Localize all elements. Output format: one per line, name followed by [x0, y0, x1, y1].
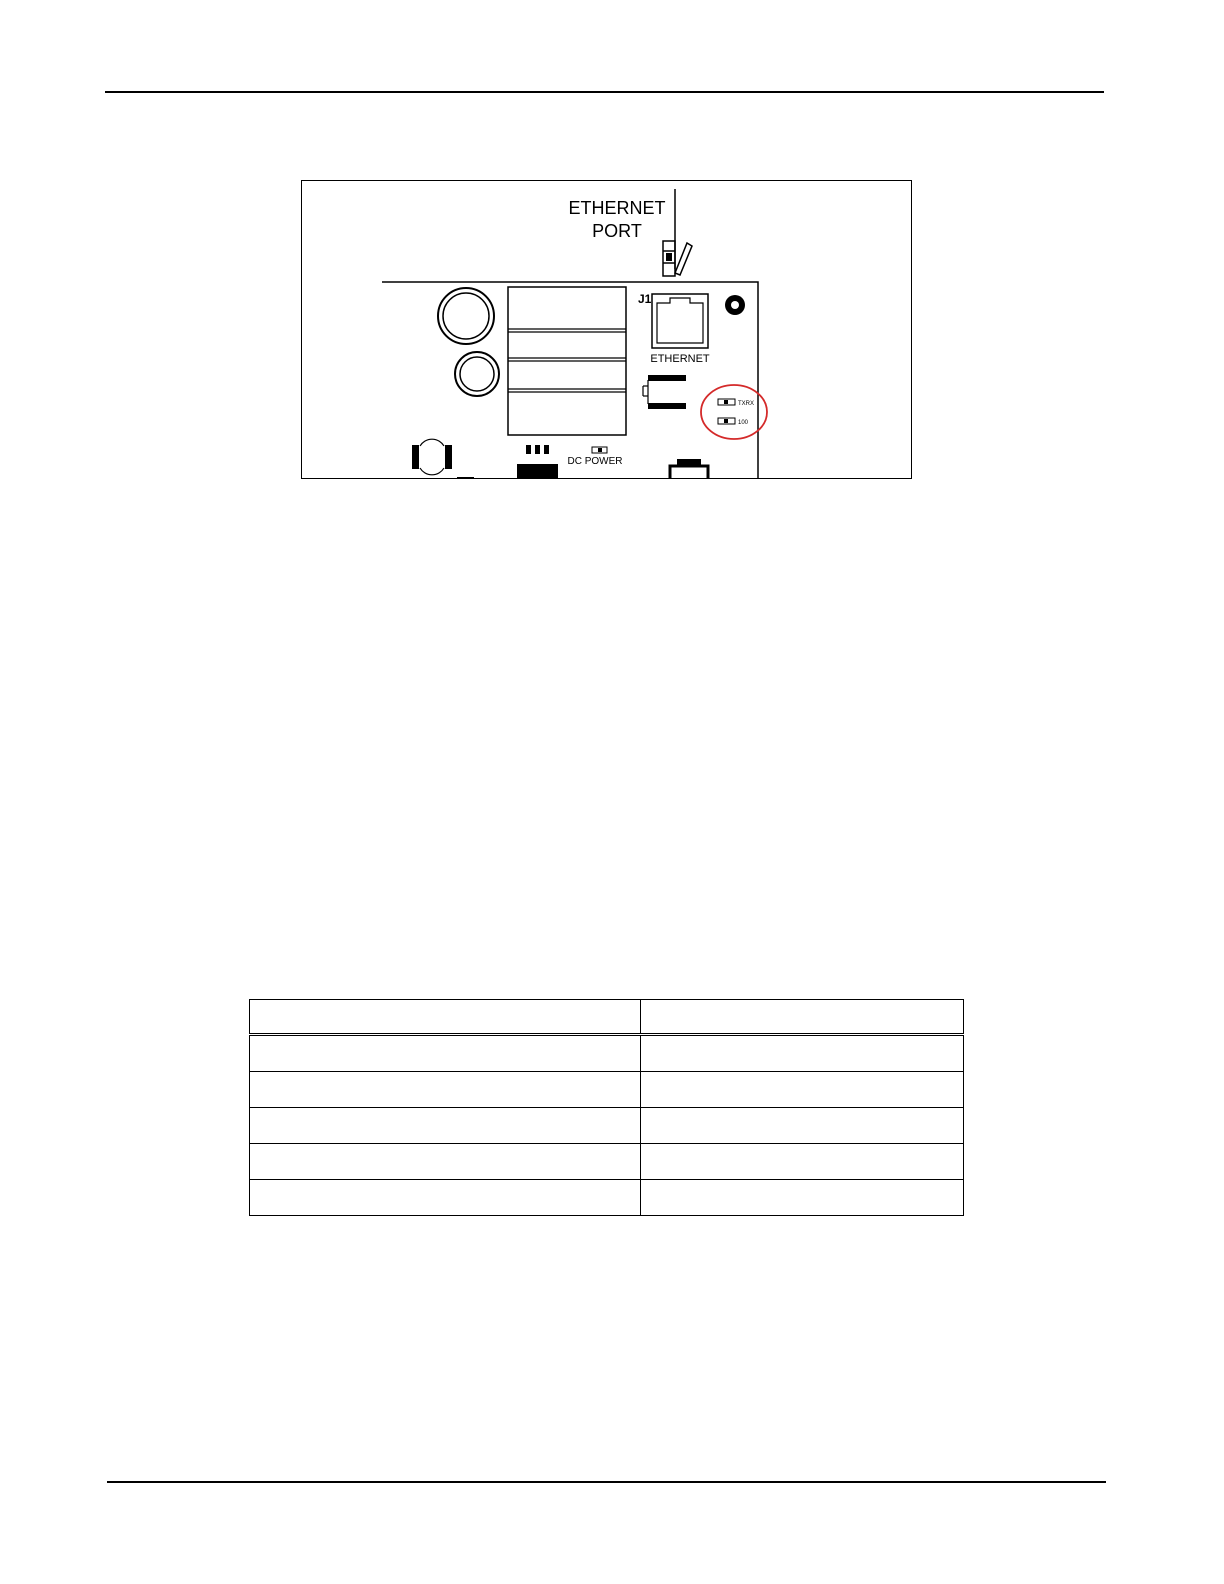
table-header-row — [250, 1000, 964, 1035]
dc-power-label: DC POWER — [567, 456, 623, 467]
table-header-cell — [250, 1000, 641, 1035]
dc-power-connector-icon — [517, 445, 558, 479]
table-cell — [250, 1144, 641, 1180]
capacitor-large-icon — [438, 288, 494, 344]
terminal-connector-icon — [412, 439, 474, 478]
led-100-indicator — [718, 418, 735, 424]
ethernet-plug-icon — [663, 241, 692, 276]
table-cell — [250, 1035, 641, 1072]
table-cell — [641, 1180, 964, 1216]
led-txrx-label: TXRX — [738, 401, 755, 407]
table-row — [250, 1144, 964, 1180]
table-header-cell — [641, 1000, 964, 1035]
table-cell — [641, 1035, 964, 1072]
led-highlight-circle — [701, 385, 767, 439]
led-txrx-indicator — [718, 399, 735, 405]
board-diagram-figure — [301, 180, 912, 479]
table-row — [250, 1035, 964, 1072]
dc-power-led-icon — [592, 447, 607, 453]
ethernet-jack-icon — [652, 294, 708, 348]
table-row — [250, 1108, 964, 1144]
table-cell — [250, 1072, 641, 1108]
mounting-hole-icon — [725, 295, 745, 315]
connector-name-label: ETHERNET — [650, 353, 710, 365]
table-cell — [250, 1108, 641, 1144]
callout-label-line1: ETHERNET — [568, 198, 666, 218]
connector-ref-label: J1 — [638, 292, 652, 306]
data-table — [249, 999, 964, 1216]
footer-rule — [107, 1481, 1106, 1483]
header-rule — [105, 91, 1104, 93]
heatsink-icon — [508, 287, 626, 435]
table-cell — [250, 1180, 641, 1216]
table-cell — [641, 1108, 964, 1144]
callout-label-line2: PORT — [592, 221, 642, 241]
table-cell — [641, 1144, 964, 1180]
table-row — [250, 1072, 964, 1108]
ic-chip-icon — [643, 375, 686, 409]
table-cell — [641, 1072, 964, 1108]
led-100-label: 100 — [738, 420, 749, 426]
table-row — [250, 1180, 964, 1216]
capacitor-small-icon — [455, 352, 499, 396]
switch-connector-icon — [670, 459, 708, 479]
